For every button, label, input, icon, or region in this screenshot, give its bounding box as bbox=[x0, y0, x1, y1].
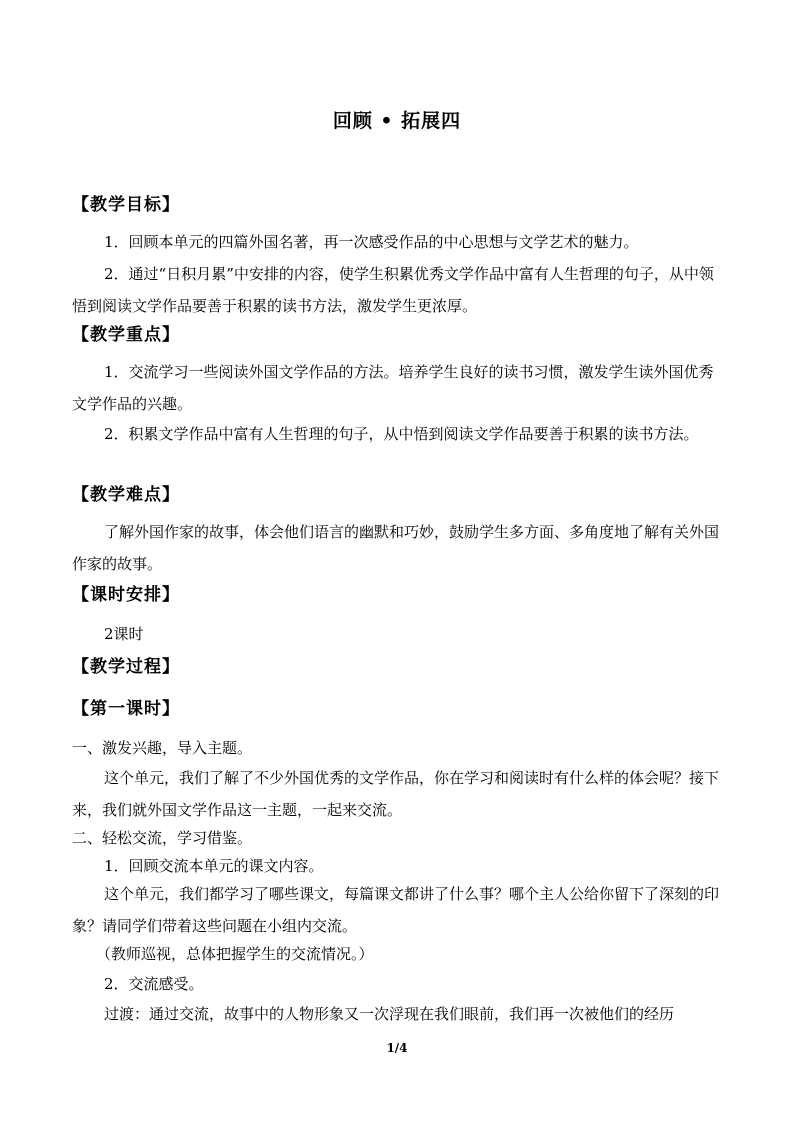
step2-item-1: 1．回顾交流本单元的课文内容。 bbox=[104, 857, 324, 875]
step2-heading: 二、轻松交流，学习借鉴。 bbox=[72, 829, 253, 847]
page-number: 1/4 bbox=[386, 1041, 408, 1055]
section-heading-goals: 【教学目标】 bbox=[72, 195, 180, 215]
step2-item-1-text: 这个单元，我们都学习了哪些课文，每篇课文都讲了什么事？哪个主人公给你留下了深刻的印象？请同学们带着这些问题在小组内交流。 bbox=[72, 885, 720, 935]
page-title: 回顾 • 拓展四 bbox=[332, 110, 462, 132]
section-heading-process: 【教学过程】 bbox=[72, 657, 180, 677]
step2-note: （教师巡视，总体把握学生的交流情况。） bbox=[96, 945, 374, 963]
step1-heading: 一、激发兴趣，导入主题。 bbox=[72, 739, 253, 757]
section-heading-schedule: 【课时安排】 bbox=[72, 585, 180, 605]
goal-item-2: 2．通过“日积月累”中安排的内容，使学生积累优秀文学作品中富有人生哲理的句子，从中领悟到阅读文学作品要善于积累的读书方法，激发学生更浓厚。 bbox=[72, 265, 714, 315]
difficulties-text: 了解外国作家的故事，体会他们语言的幽默和巧妙，鼓励学生多方面、多角度地了解有关外国作家的故事。 bbox=[72, 523, 720, 573]
step2-item-2: 2．交流感受。 bbox=[104, 975, 204, 993]
goal-item-1: 1．回顾本单元的四篇外国名著，再一次感受作品的中心思想与文学艺术的魅力。 bbox=[104, 233, 639, 251]
key-point-item-1: 1．交流学习一些阅读外国文学作品的方法。培养学生良好的读书习惯，激发学生读外国优秀文学作品的兴趣。 bbox=[72, 363, 714, 413]
transition-text: 过渡：通过交流，故事中的人物形象又一次浮现在我们眼前，我们再一次被他们的经历 bbox=[104, 1005, 675, 1023]
step1-text: 这个单元，我们了解了不少外国优秀的文学作品，你在学习和阅读时有什么样的体会呢？接下来，我们就外国文学作品这一主题，一起来交流。 bbox=[72, 769, 720, 819]
section-heading-difficulties: 【教学难点】 bbox=[72, 485, 180, 505]
schedule-text: 2课时 bbox=[104, 625, 144, 643]
key-point-item-2: 2．积累文学作品中富有人生哲理的句子，从中悟到阅读文学作品要善于积累的读书方法。 bbox=[104, 425, 699, 443]
section-heading-key-points: 【教学重点】 bbox=[72, 325, 180, 345]
section-heading-first-lesson: 【第一课时】 bbox=[72, 699, 180, 719]
